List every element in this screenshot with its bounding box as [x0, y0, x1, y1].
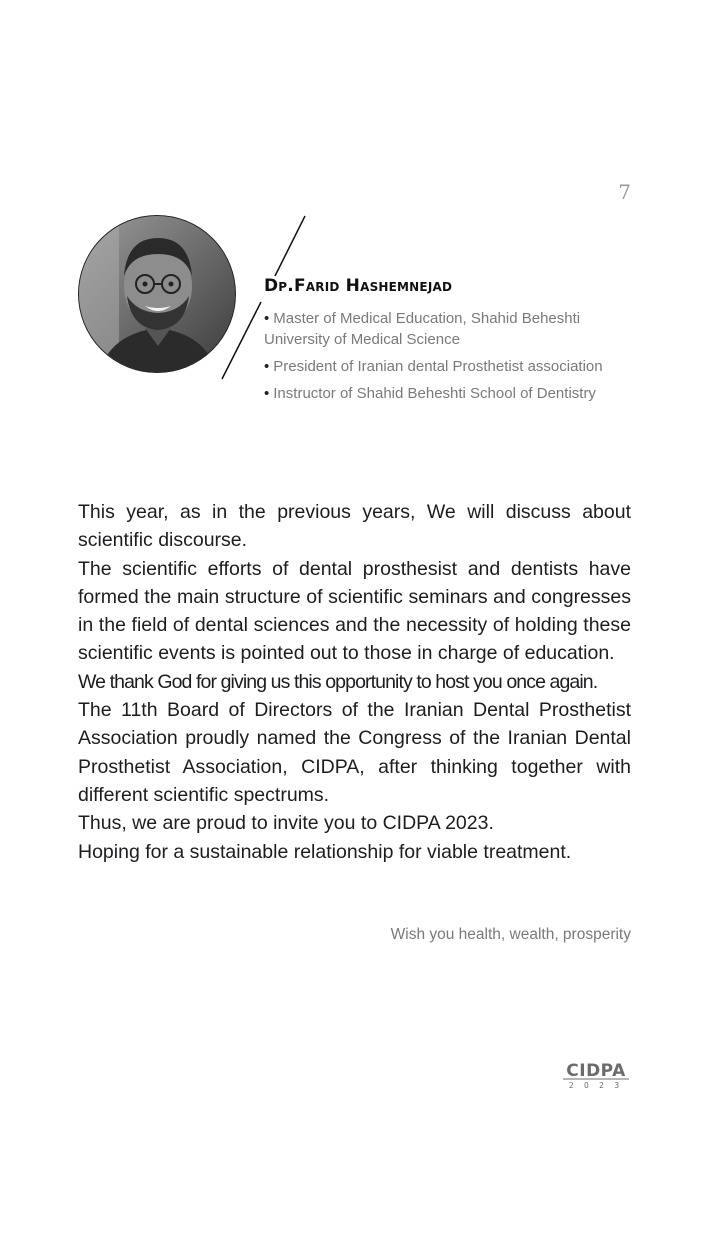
body-paragraph: The 11th Board of Directors of the Iranian Dental Prosthetist Association proudly named the Congress of the Iranian Dental Prosthetist Association, CIDPA, after thinking together with different scientific spectrums. [78, 699, 631, 806]
body-paragraph: Hoping for a sustainable relationship for viable treatment. [78, 840, 572, 863]
credential-text: Instructor of Shahid Beheshti School of Dentistry [273, 385, 596, 402]
body-paragraph: We thank God for giving us this opportunity to host you once again. [78, 670, 598, 693]
logo-year: 2 0 2 3 [568, 1081, 624, 1090]
body-paragraph: The scientific efforts of dental prosthesist and dentists have formed the main structure of scientific seminars and congresses in the field of dental sciences and the necessity of holding these scientific events is pointed out to those in charge of education. [78, 557, 631, 665]
speaker-name: Dp.Farid Hashemnejad [264, 276, 453, 296]
page-number: 7 [618, 180, 631, 204]
credential-item [264, 308, 636, 350]
body-text [78, 498, 631, 866]
closing-wish: Wish you health, wealth, prosperity [390, 926, 631, 943]
credential-text: President of Iranian dental Prosthetist association [273, 358, 603, 375]
portrait-photo-icon [79, 216, 236, 373]
credential-text: Master of Medical Education, Shahid Beheshti University of Medical Science [264, 310, 581, 348]
speaker-info [264, 276, 636, 410]
credential-item [264, 356, 636, 377]
credentials-list [264, 308, 636, 404]
bullet: • [264, 385, 270, 402]
logo-text: CIDPA [566, 1061, 626, 1081]
cidpa-logo [560, 1060, 632, 1090]
bullet: • [264, 310, 270, 327]
credential-item [264, 383, 636, 404]
body-paragraph: Thus, we are proud to invite you to CIDPA 2023. [78, 812, 494, 835]
body-paragraph: This year, as in the previous years, We will discuss about scientific discourse. [78, 501, 631, 552]
bullet: • [264, 358, 270, 375]
speaker-photo [78, 215, 236, 373]
speaker-profile [78, 214, 638, 414]
